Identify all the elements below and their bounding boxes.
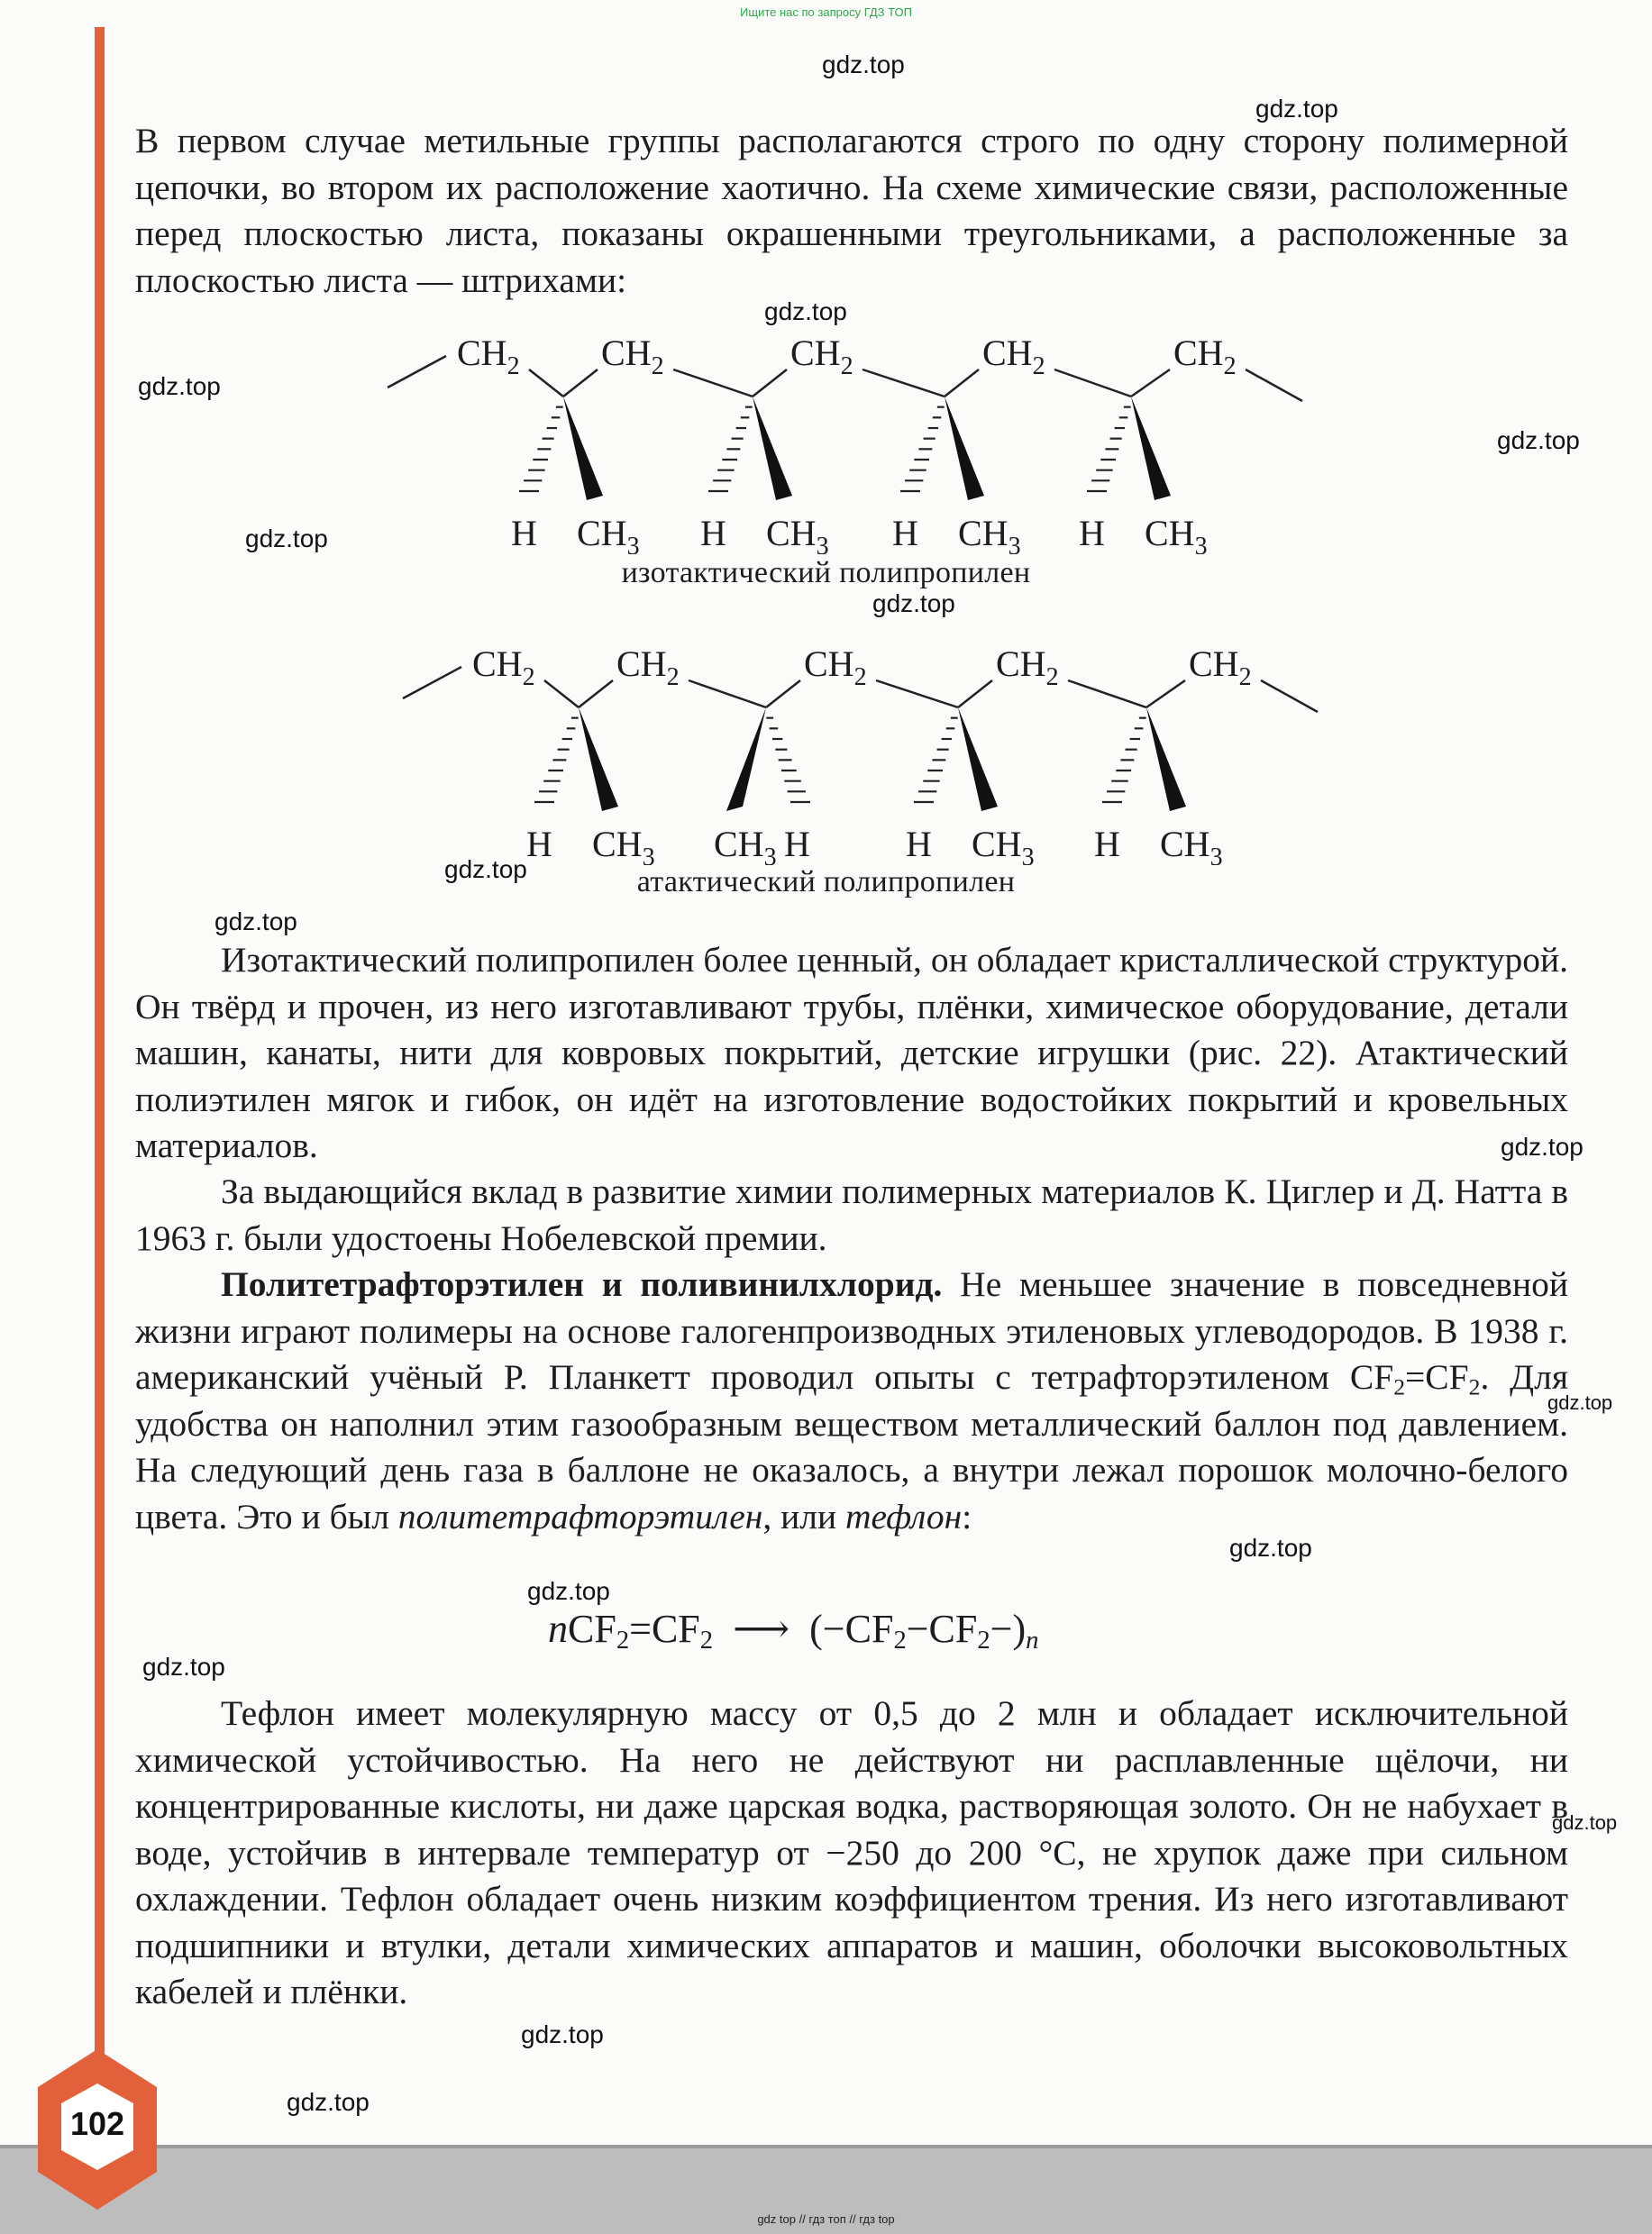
bond <box>753 369 787 397</box>
paragraph-4 <box>135 1262 1568 1540</box>
watermark: gdz.top <box>872 589 955 617</box>
bond <box>945 369 979 397</box>
bond <box>1054 369 1131 397</box>
ch2-label: $CH_2$ <box>457 333 520 380</box>
eq-sub: 2 <box>699 1627 714 1655</box>
solid-wedge <box>1146 707 1186 811</box>
bond <box>1146 680 1185 707</box>
ch3-label: $CH_3$ <box>714 824 777 865</box>
bond <box>403 667 461 698</box>
watermark: gdz.top <box>287 2088 370 2116</box>
p4-text-d: , или <box>762 1496 846 1536</box>
top-note: Ищите нас по запросу ГДЗ ТОП <box>740 5 912 19</box>
h-label: H <box>511 513 537 553</box>
solid-wedge <box>579 707 618 811</box>
bond <box>544 680 579 707</box>
teflon-equation <box>548 1606 1039 1655</box>
bond <box>958 680 992 707</box>
h-label: H <box>1094 824 1120 864</box>
paragraph-2: Изотактический полипропилен более ценный, он обладает кристаллической структурой. Он твёрд и прочен, из него изготавливают трубы, плёнки, химическое оборудование, детали машин, канаты, нити для ковровых покрытий, детские игрушки (рис. 22). Атактический полиэтилен мягок и гибок, он идёт на изготовление водостойких покрытий и кровельных материалов. <box>135 940 1568 1165</box>
solid-wedge <box>945 397 984 500</box>
eq-n-sub: n <box>1026 1627 1039 1655</box>
page-number: 102 <box>69 2105 125 2142</box>
solid-wedge <box>958 707 998 811</box>
eq-left: CF <box>568 1607 616 1651</box>
bond <box>1246 369 1302 401</box>
p4-sub-1: 2 <box>1393 1373 1406 1400</box>
eq-double-bond: =CF <box>629 1607 700 1651</box>
ch3-label: $CH_3$ <box>1160 824 1223 865</box>
isotactic-wedges <box>519 397 1171 500</box>
h-label: H <box>892 513 918 553</box>
bond <box>673 369 753 397</box>
ch2-label: $CH_2$ <box>996 643 1059 691</box>
atactic-diagram <box>0 631 1652 865</box>
paragraph-1: В первом случае метильные группы располагаются строго по одну сторону полимерной цепочки, во втором их расположение хаотично. На схеме химические связи, расположенные перед плоскостью листа, показаны окрашенными треугольниками, а расположенные за плоскостью листа — штрихами: <box>135 121 1568 300</box>
eq-right-b: −CF <box>906 1607 978 1651</box>
ch3-label: $CH_3$ <box>766 513 829 554</box>
bond <box>766 680 800 707</box>
bond <box>863 369 945 397</box>
eq-sub: 2 <box>893 1627 907 1655</box>
eq-sub: 2 <box>616 1627 630 1655</box>
bond <box>563 369 598 397</box>
solid-wedge <box>753 397 792 500</box>
section-heading: Политетрафторэтилен и поливинилхлорид. <box>221 1264 943 1304</box>
term-teflon: тефлон <box>845 1496 963 1536</box>
bond <box>689 680 766 707</box>
p4-sub-2: 2 <box>1468 1373 1481 1400</box>
solid-wedge <box>1131 397 1171 500</box>
p4-text-b: =CF <box>1405 1357 1469 1397</box>
bond <box>529 369 563 397</box>
atactic-labels <box>472 643 1252 865</box>
watermark: gdz.top <box>1552 1811 1618 1834</box>
paragraph-3: За выдающийся вклад в развитие химии полимерных материалов К. Циглер и Д. Натта в 1963 г. были удостоены Нобелевской премии. <box>135 1172 1568 1258</box>
solid-wedge <box>563 397 603 500</box>
ch2-label: $CH_2$ <box>472 643 535 691</box>
eq-right-c: −) <box>990 1607 1027 1651</box>
ch2-label: $CH_2$ <box>616 643 680 691</box>
ch2-label: $CH_2$ <box>601 333 664 380</box>
h-label: H <box>906 824 932 864</box>
ch3-label: $CH_3$ <box>1145 513 1208 554</box>
ch2-label: $CH_2$ <box>790 333 853 380</box>
bond <box>388 356 446 388</box>
watermark: gdz.top <box>214 907 297 935</box>
atactic-wedges <box>534 707 1186 811</box>
eq-right-a: (−CF <box>809 1607 894 1651</box>
watermark: gdz.top <box>822 50 905 78</box>
p4-text-a: Не меньшее значение в повседневной жизни играют полимеры на основе галогенпроизводных этиленовых углеводородов. В 1938 г. американский учёный Р. Планкетт проводил опыты с тетрафторэтиленом CF <box>135 1264 1568 1397</box>
paragraph-5: Тефлон имеет молекулярную массу от 0,5 до 2 млн и обладает исключительной химической устойчивостью. На него не действуют ни расплавленные щёлочи, ни концентрированные кислоты, ни даже царская водка, растворяющая золото. Он не набухает в воде, устойчив в интервале температур от −250 до 200 °С, не хрупок даже при сильном охлаждении. Тефлон обладает очень низким коэффициентом трения. Из него изготавливают подшипники и втулки, детали химических аппаратов и машин, оболочки высоковольтных кабелей и плёнки. <box>135 1693 1568 2011</box>
ch2-label: $CH_2$ <box>982 333 1045 380</box>
watermark: gdz.top <box>245 524 328 552</box>
watermark: gdz.top <box>764 297 847 325</box>
ch3-label: $CH_3$ <box>592 824 655 865</box>
watermark: gdz.top <box>1547 1391 1613 1414</box>
bond <box>1261 680 1318 712</box>
ch3-label: $CH_3$ <box>577 513 640 554</box>
ch2-label: $CH_2$ <box>804 643 867 691</box>
h-label: H <box>1079 513 1105 553</box>
watermark: gdz.top <box>521 2020 604 2048</box>
ch3-label: $CH_3$ <box>958 513 1021 554</box>
h-label: H <box>526 824 552 864</box>
ch2-label: $CH_2$ <box>1189 643 1252 691</box>
p4-text-c: . Для удобства он наполнил этим газообразным веществом металлический баллон под давлением. На следующий день газа в баллоне не оказалось, а внутри лежал порошок молочно-белого цвета. Это и был <box>135 1357 1568 1536</box>
h-label: H <box>700 513 726 553</box>
isotactic-labels <box>457 333 1237 554</box>
bond <box>1131 369 1170 397</box>
watermark: gdz.top <box>138 372 221 400</box>
term-ptfe: политетрафторэтилен <box>397 1496 763 1536</box>
isotactic-diagram <box>0 320 1652 554</box>
bond <box>579 680 613 707</box>
watermark: gdz.top <box>1501 1133 1584 1161</box>
watermark: gdz.top <box>527 1577 610 1605</box>
isotactic-caption: изотактический полипропилен <box>621 556 1031 589</box>
ch2-label: $CH_2$ <box>1173 333 1237 380</box>
bond <box>1068 680 1146 707</box>
watermark: gdz.top <box>142 1653 225 1681</box>
p4-text-e: : <box>962 1496 972 1536</box>
bond <box>876 680 958 707</box>
eq-sub: 2 <box>977 1627 990 1655</box>
watermark: gdz.top <box>1255 95 1338 123</box>
watermark: gdz.top <box>444 855 527 883</box>
watermark: gdz.top <box>1497 426 1580 454</box>
watermark: gdz.top <box>1229 1534 1312 1562</box>
footer-note: gdz top // гдз топ // гдз top <box>757 2212 895 2226</box>
atactic-caption: атактический полипропилен <box>636 865 1016 898</box>
solid-wedge <box>726 707 766 811</box>
eq-n: n <box>548 1607 568 1651</box>
h-label: H <box>784 824 810 864</box>
reaction-arrow: ⟶ <box>733 1607 790 1651</box>
ch3-label: $CH_3$ <box>972 824 1035 865</box>
